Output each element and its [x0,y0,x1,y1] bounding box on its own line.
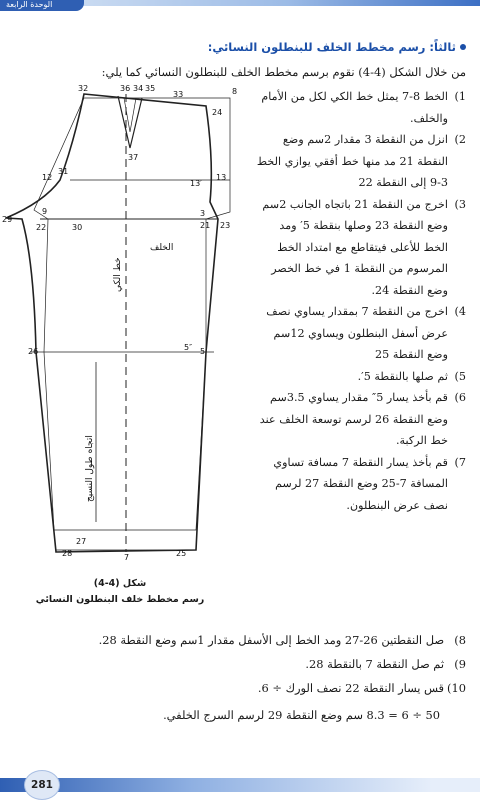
top-banner [0,0,480,14]
label-29: 29 [2,215,13,224]
section-title [208,40,466,54]
list-item [252,452,466,517]
step-number: 9) [454,657,466,671]
list-item [252,387,466,452]
step-text: اخرج من النقطة 7 بمقدار يساوي نصف عرض أسفل البنطلون ويساوي 12سم وضع النقطة 25 [266,305,448,361]
list-item [252,86,466,129]
bullet-icon [460,44,466,50]
unit-tab [0,0,84,11]
label-33: 33 [173,90,184,99]
label-30: 30 [72,223,83,232]
pattern-diagram [0,82,250,572]
intro-text: من خلال الشكل (4-4) نقوم برسم مخطط الخلف للبنطلون النسائي كما يلي: [101,65,466,79]
step-text: قم بأخذ يسار النقطة 7 مسافة تساوي المسافة 7-25 وضع النقطة 27 لرسم نصف عرض البنطلون. [273,455,448,512]
label-13b: 13′ [190,179,202,188]
list-item [26,676,466,700]
figure-caption [20,576,220,608]
list-item [26,652,466,676]
step-number: 5) [454,369,466,383]
label-25: 25 [176,549,187,558]
list-item [252,194,466,302]
list-item [26,628,466,652]
page-number: 281 [24,770,60,800]
label-7: 7 [124,553,130,562]
footer [0,770,480,800]
figure-title: رسم مخطط خلف البنطلون النسائي [35,594,205,605]
label-21: 21 [200,221,211,230]
step-text: اخرج من النقطة 21 باتجاه الجانب 2سم وضع النقطة 23 وصلها بنقطة 5′ ومد الخط للأعلى فيتقاطع مع امتداد الخط المرسوم من النقطة 1 في خط الخصر وضع النقطة 24. [262,197,448,297]
label-26: 26 [28,347,39,356]
unit-tab-label: الوحدة الرابعة [6,0,53,9]
label-28: 28 [62,549,73,558]
label-35: 35 [145,84,156,93]
list-item [252,301,466,366]
step-number: 7) [454,455,466,469]
step-text: ثم صلها بالنقطة 5′. [357,369,448,383]
label-9: 9 [42,207,48,216]
label-24: 24 [212,108,223,117]
label-32: 32 [78,84,89,93]
step-number: 10) [447,681,466,695]
step-number: 6) [454,391,466,404]
label-13: 13 [216,173,227,182]
footer-strip [0,778,480,792]
step-text: قم بأخذ يسار 5″ مقدار يساوي 3.5سم وضع النقطة 26 لرسم توسعة الخلف عند خط الركبة. [259,391,448,447]
label-34: 34 [133,84,144,93]
step-text: الخط 8-7 يمثل خط الكي لكل من الأمام والخلف. [261,90,448,125]
figure-number: شكل (4-4) [93,578,147,589]
back-panel-label: الخلف [150,243,174,253]
step-number: 3) [454,197,466,211]
bottom-steps-list [26,628,466,700]
step-number: 4) [454,305,466,318]
crease-line-label: خط الكي [113,257,123,292]
label-8: 8 [232,87,238,96]
step-number: 1) [454,90,466,103]
calculation-line: 50 ÷ 6 = 8.3 سم وضع النقطة 29 لرسم السرج الخلفي. [163,708,440,722]
list-item [252,129,466,194]
step-number: 2) [454,133,466,146]
label-31: 31 [58,167,69,176]
step-text: صل النقطتين 26-27 ومد الخط إلى الأسفل مقدار 1سم وضع النقطة 28. [98,633,444,647]
label-5a: 5″ [184,343,193,352]
section-title-text: ثالثاً: رسم مخطط الخلف للبنطلون النسائي: [207,40,456,54]
label-12: 12 [42,173,53,182]
label-27: 27 [76,537,87,546]
label-3: 3 [200,209,206,218]
step-text: ثم صل النقطة 7 بالنقطة 28. [305,657,444,671]
label-36: 36 [120,84,131,93]
label-37: 37 [128,153,139,162]
label-23: 23 [220,221,231,230]
step-number: 8) [454,633,466,647]
back-outline [6,94,218,552]
step-text: انزل من النقطة 3 مقدار 2سم وضع النقطة 21 مد منها خط أفقي يوازي الخط 3-9 إلى النقطة 22 [256,133,448,189]
dart [118,96,142,148]
grain-line-label: اتجاه طول النسيج [85,435,95,502]
step-text: قس يسار النقطة 22 نصف الورك ÷ 6. [257,681,444,695]
label-5: 5 [200,347,206,356]
list-item [252,366,466,388]
label-22: 22 [36,223,47,232]
steps-list [252,86,466,516]
